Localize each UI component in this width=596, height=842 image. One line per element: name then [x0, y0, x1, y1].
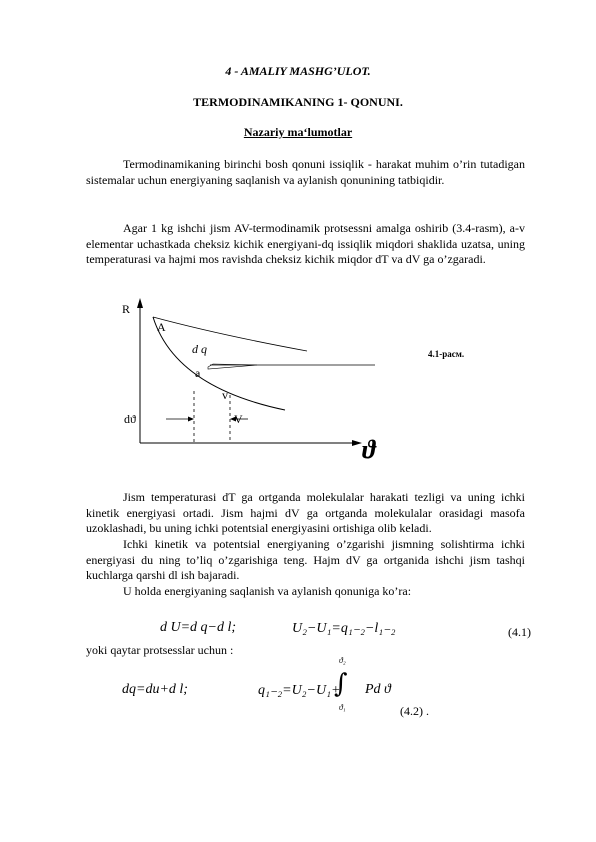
label-a-start: A	[157, 320, 166, 334]
theta-axis-arrow	[352, 440, 362, 446]
label-a: a	[195, 366, 201, 380]
label-theta: ϑ	[362, 435, 376, 464]
label-v-end: V	[234, 412, 243, 426]
equation-4-1-right: U₂−U₁=q₁₋₂−l₁₋₂	[292, 621, 396, 636]
equation-4-1-left: d U=d q−d l;	[160, 620, 237, 635]
paragraph-conservation: U holda energiyaning saqlanish va aylanish qonuniga ko’ra:	[123, 584, 412, 598]
equation-4-2-integrand: Pd ϑ	[365, 682, 391, 697]
label-r: R	[122, 302, 131, 316]
upper-line	[153, 317, 307, 351]
integral-lower-limit: ϑ₁	[339, 703, 346, 712]
paragraph-reversible: yoki qaytar protsesslar uchun :	[86, 643, 234, 657]
process-diagram	[110, 295, 530, 470]
integral-sign: ∫	[334, 669, 348, 699]
equation-4-1-number: (4.1)	[508, 625, 531, 639]
label-dq: d q	[192, 342, 207, 356]
paragraph-energy: Ichki kinetik va potentsial energiyaning o’zgarishi jismning solishtirma ichki energiyasi du ning to’liq o’zgarishiga teng. Hajm dV ga ortganida ishchi jism tashqi kuchlarga qarshi dl ish bajaradi.	[86, 537, 525, 582]
paragraph-process: Agar 1 kg ishchi jism AV-termodinamik protsessni amalga oshirib (3.4-rasm), a-v elementar uchastkada cheksiz kichik energiyani-dq issiqlik miqdori shaklida uzatsa, uning temperaturasi va hajmi mos ravishda cheksiz kichik miqdor dT va dV ga o’zgaradi.	[86, 221, 525, 266]
exercise-title: 4 - AMALIY MASHG’ULOT.	[225, 64, 371, 78]
equation-4-2-left: dq=du+d l;	[122, 682, 188, 697]
topic-title: TERMODINAMIKANING 1- QONUNI.	[193, 95, 403, 109]
label-dtheta: dϑ	[124, 412, 136, 426]
figure-caption: 4.1-расм.	[428, 349, 465, 359]
paragraph-intro: Termodinamikaning birinchi bosh qonuni issiqlik - harakat muhim o’rin tutadigan sistemalar uchun energiyaning saqlanish va aylanish qonunining tatbiqidir.	[86, 157, 525, 187]
section-heading: Nazariy ma‘lumotlar	[243, 125, 353, 139]
equation-4-2-right: q₁₋₂=U₂−U₁+	[258, 683, 341, 698]
equation-4-2-number: (4.2) .	[400, 704, 429, 718]
paragraph-temperature: Jism temperaturasi dT ga ortganda molekulalar harakati tezligi va uning ichki kinetik energiyasi ortadi. Jism hajmi dV ga ortganda molekulalar orasidagi masofa uzoklashadi, bu uning ichki potentsial energiyasini ortishiga olib keladi.	[86, 490, 525, 535]
r-axis-arrow	[137, 298, 143, 308]
label-v: v	[222, 388, 228, 402]
integral-upper-limit: ϑ₂	[339, 656, 346, 665]
dtheta-arrowhead-left	[188, 417, 194, 422]
process-curve	[153, 317, 285, 410]
